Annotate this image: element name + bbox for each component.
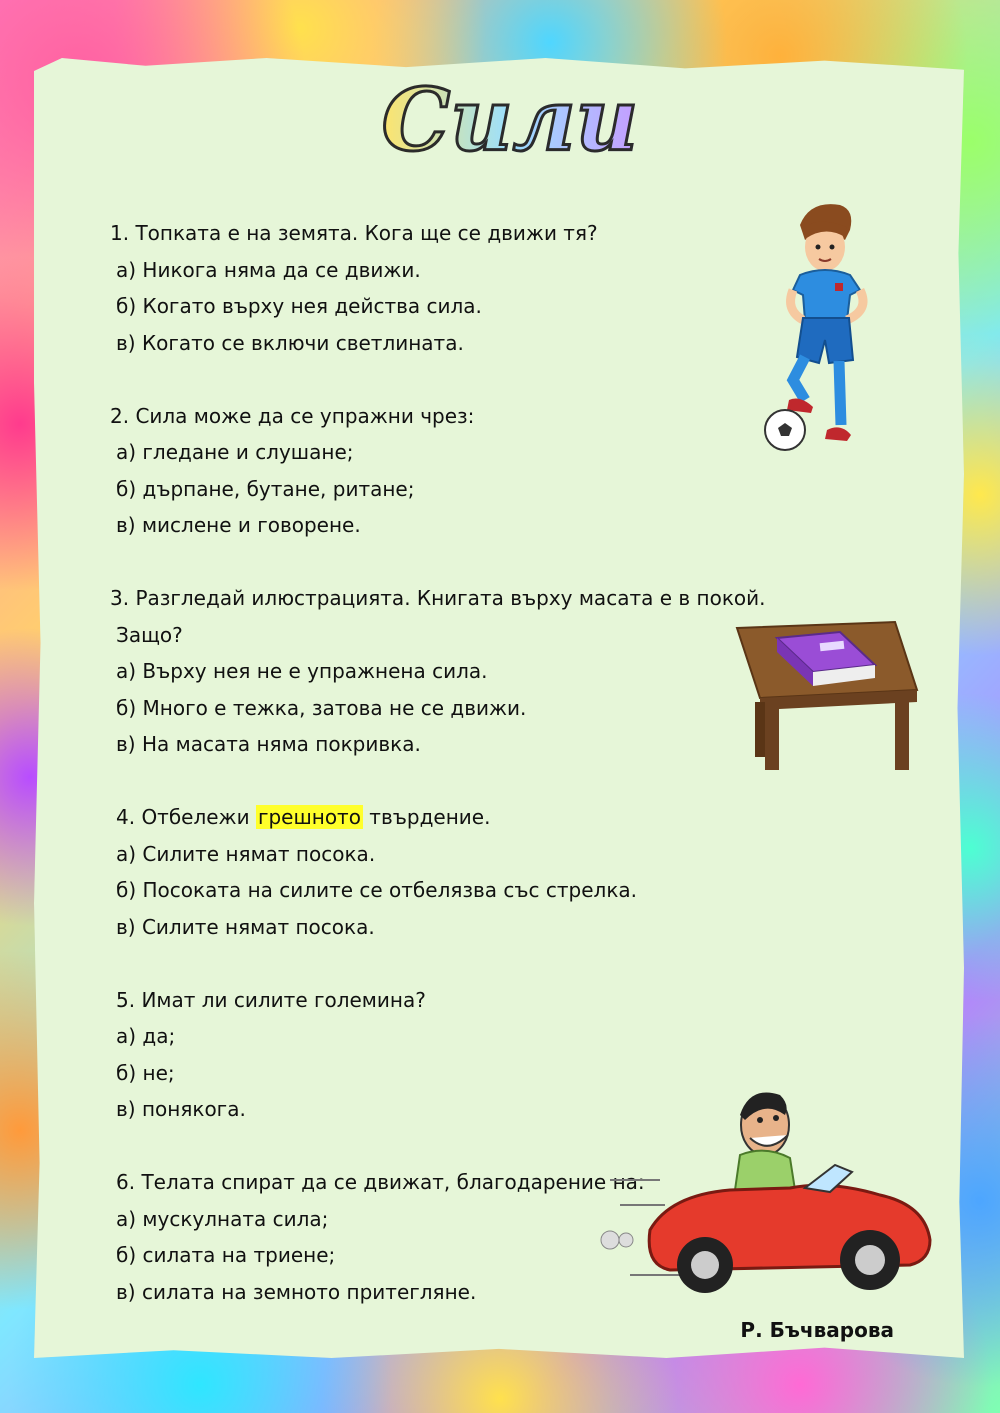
answer-option: в) На масата няма покривка. (116, 732, 421, 756)
author-name: Р. Бъчварова (740, 1318, 894, 1342)
answer-option: б) не; (116, 1060, 175, 1085)
answer-option: а) мускулната сила; (116, 1206, 329, 1231)
answer-option: в) Когато се включи светлината. (116, 330, 464, 355)
question-text: 1. Топката е на земята. Кога ще се движи тя? (110, 221, 598, 245)
answer-option: б) Много е тежка, затова не се движи. (116, 695, 527, 720)
question-text: 2. Сила може да се упражни чрез: (110, 403, 475, 428)
answer-option: а) гледане и слушане; (116, 440, 354, 464)
question-text (110, 799, 750, 836)
answer-option: а) Никога няма да се движи. (116, 257, 421, 282)
car-driver-illustration (590, 1080, 945, 1305)
answer-option: б) Посоката на силите се отбелязва със стрелка. (116, 878, 638, 902)
answer-option: в) Силите нямат посока. (116, 914, 375, 939)
answer-option: б) Когато върху нея действа сила. (116, 294, 482, 318)
table-with-book-illustration (735, 620, 920, 775)
soccer-player-illustration (755, 195, 890, 455)
question-text: 3. Разгледай илюстрацията. Книгата върху масата е в покой. (110, 586, 766, 610)
question-4 (110, 799, 750, 945)
answer-option: а) да; (116, 1024, 176, 1048)
question-1 (110, 215, 750, 361)
answer-option: а) Силите нямат посока. (116, 841, 376, 866)
question-text-continued: Защо? (116, 622, 183, 647)
question-prefix: 4. Отбележи (116, 805, 256, 829)
question-2 (110, 398, 750, 544)
highlighted-word: грешното (257, 805, 361, 829)
page-title: Сили (381, 70, 639, 171)
question-text: 6. Телата спират да се движат, благодарение на: (116, 1170, 645, 1194)
answer-option: б) дърпане, бутане, ритане; (116, 476, 415, 501)
answer-option: в) понякога. (116, 1097, 246, 1121)
answer-option: б) силата на триене; (116, 1243, 336, 1267)
question-suffix: твърдение. (362, 805, 491, 829)
question-text: 5. Имат ли силите големина? (116, 987, 426, 1012)
answer-option: в) силата на земното притегляне. (116, 1279, 477, 1304)
question-3 (110, 580, 766, 763)
answer-option: а) Върху нея не е упражнена сила. (116, 659, 488, 683)
answer-option: в) мислене и говорене. (116, 513, 361, 537)
